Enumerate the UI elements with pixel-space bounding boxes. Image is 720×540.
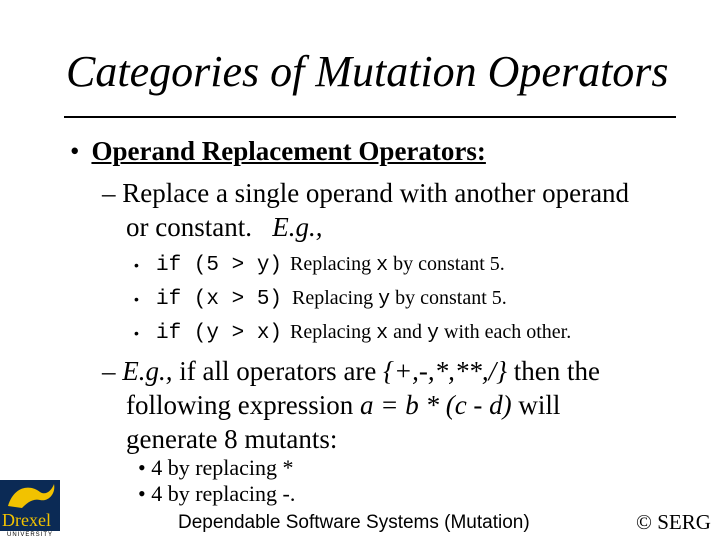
sub-bullet-text: 4 by replacing * [151,455,294,480]
desc-post: by constant 5. [388,253,505,275]
example-row-2 [134,285,282,313]
desc-pre: Replacing [292,287,379,309]
bullet-label: Operand Replacement Operators: [91,136,486,166]
slide-footer: Dependable Software Systems (Mutation) [178,512,530,533]
desc-var: x [376,254,389,277]
dragon-icon [0,480,60,512]
desc-mid: and [388,321,427,343]
desc-post: by constant 5. [390,287,507,309]
dash2-line-2 [102,388,600,422]
example-row-3 [134,319,282,347]
sub-bullet-1: • 4 by replacing * [138,455,294,480]
dash-line-1: – Replace a single operand with another operand [102,178,630,208]
desc-var: y [427,322,440,345]
dash2-text: if all operators are [172,356,384,386]
sub-bullet-dot: • [134,291,139,307]
sub-bullet-2: • 4 by replacing -. [138,481,296,506]
sub-bullet-dot: • [134,325,139,341]
logo-wordmark: Drexel [2,510,51,530]
desc-pre: Replacing [290,321,377,343]
desc-var: x [376,322,389,345]
example-desc-1 [290,251,505,279]
slide-title: Categories of Mutation Operators [66,47,669,96]
title-divider [64,116,676,118]
eg-label: E.g., [122,356,173,386]
sub-bullet-text: 4 by replacing -. [151,481,296,506]
expression: a = b * (c - d) [359,390,512,420]
example-row-1 [134,251,282,279]
desc-pre: Replacing [290,253,377,275]
example-code: if (5 > y) [156,254,283,277]
dash2-text: will [511,390,561,420]
desc-post: with each other. [439,321,572,343]
dash2-line-1 [102,354,600,388]
bullet-operand-replacement [70,136,486,167]
example-desc-3 [290,319,571,347]
desc-var: y [378,288,391,311]
example-desc-2 [292,285,507,313]
drexel-logo [0,480,60,540]
eg-label: E.g., [272,212,323,242]
copyright: © SERG [636,510,711,534]
dash-item-replace [102,176,629,244]
dash2-text: following expression [126,390,360,420]
logo-subtext: UNIVERSITY [0,531,60,540]
dash-line-2a: or constant. [126,212,252,242]
example-code: if (x > 5) [156,288,283,311]
dash-line-2 [102,210,629,244]
dash-mark: – [102,356,123,386]
dash2-line-3: generate 8 mutants: [126,424,338,454]
sub-bullet-dot: • [134,257,139,273]
bullet-dot: • [70,136,80,166]
dash-item-example [102,354,600,456]
operator-set: {+,-,*,**,/} [383,356,507,386]
dash2-text: then the [506,356,600,386]
example-code: if (y > x) [156,322,283,345]
